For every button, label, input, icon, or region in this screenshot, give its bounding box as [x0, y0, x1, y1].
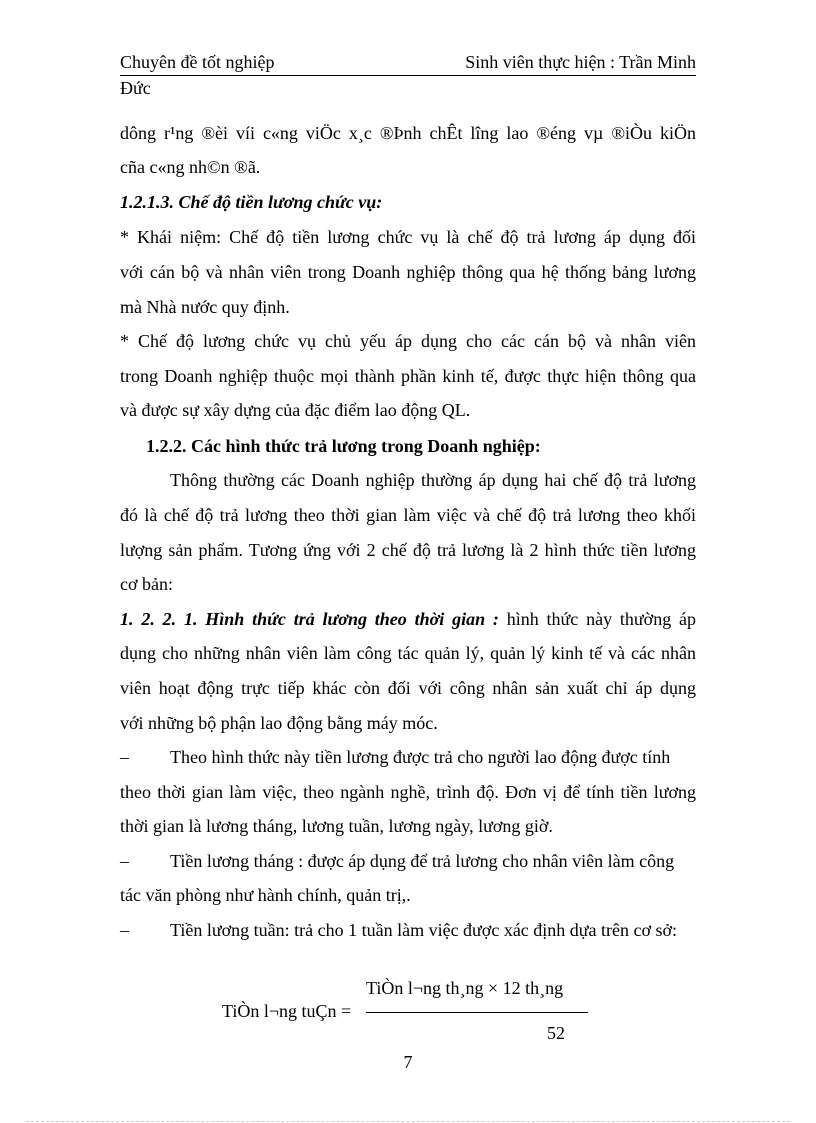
formula-fraction-bar: [366, 1012, 588, 1013]
dash-list-item: [120, 745, 696, 769]
paragraph-line: đó là chế độ trả lương theo thời gian làm việc và chế độ trả lương theo khối: [120, 505, 696, 525]
paragraph-line: * Khái niệm: Chế độ tiền lương chức vụ là chế độ trả lương áp dụng đối: [120, 227, 696, 247]
paragraph-line: trong Doanh nghiệp thuộc mọi thành phần kinh tế, được thực hiện thông qua: [120, 366, 696, 386]
dash-list-item: [120, 849, 696, 873]
paragraph-text: Tiền lương tuần: trả cho 1 tuần làm việc được xác định dựa trên cơ sở:: [170, 920, 678, 940]
paragraph-line: với những bộ phận lao động bằng máy móc.: [120, 713, 438, 733]
paragraph-line: * Chế độ lương chức vụ chủ yếu áp dụng cho các cán bộ và nhân viên: [120, 331, 696, 351]
paragraph-line: theo thời gian làm việc, theo ngành nghề, trình độ. Đơn vị để tính tiền lương: [120, 782, 696, 802]
section-heading-1-2-2: 1.2.2. Các hình thức trả lương trong Doanh nghiệp:: [146, 436, 541, 456]
paragraph-line: Thông thường các Doanh nghiệp thường áp dụng hai chế độ trả lương: [170, 470, 696, 490]
paragraph-line: dông r¹ng ®èi víi c«ng viÖc x¸c ®Þnh chÊt lîng lao ®éng vµ ®iÒu kiÖn: [120, 123, 696, 143]
paragraph-line: cña c«ng nh©n ®ã.: [120, 157, 261, 177]
paragraph-line: dụng cho những nhân viên làm công tác quản lý, quản lý kinh tế và các nhân: [120, 643, 696, 663]
paragraph-line: thời gian là lương tháng, lương tuần, lương ngày, lương giờ.: [120, 816, 553, 836]
header-right-author: Sinh viên thực hiện : Trần Minh: [465, 52, 696, 72]
paragraph-text: Tiền lương tháng : được áp dụng để trả lương cho nhân viên làm công: [170, 851, 675, 871]
dash-bullet: –: [120, 851, 129, 871]
paragraph-text: Theo hình thức này tiền lương được trả cho người lao động được tính: [170, 747, 671, 767]
paragraph-line: cơ bản:: [120, 574, 173, 594]
paragraph-line: tác văn phòng như hành chính, quản trị,.: [120, 885, 411, 905]
paragraph-line: và được sự xây dựng của đặc điểm lao động QL.: [120, 400, 471, 420]
section-heading-1-2-1-3: 1.2.1.3. Chế độ tiền lương chức vụ:: [120, 192, 383, 212]
formula-denominator: 52: [547, 1023, 565, 1043]
formula-left-side: TiÒn l¬ng tuÇn =: [222, 1001, 352, 1021]
page-header: [120, 52, 696, 98]
dash-bullet: –: [120, 747, 129, 767]
paragraph-text: hình thức này thường áp: [498, 609, 696, 629]
page-bottom-rule: [26, 1121, 790, 1122]
paragraph-line: mà Nhà nước quy định.: [120, 297, 290, 317]
paragraph-line: viên hoạt động trực tiếp khác còn đối với công nhân sản xuất chỉ áp dụng: [120, 678, 696, 698]
paragraph-line: [120, 607, 696, 631]
formula-numerator: TiÒn l¬ng th¸ng × 12 th¸ng: [366, 978, 564, 998]
header-rule: [120, 75, 696, 76]
section-heading-1-2-2-1: 1. 2. 2. 1. Hình thức trả lương theo thời gian :: [120, 609, 499, 629]
page-number: 7: [403, 1052, 413, 1072]
dash-list-item: [120, 918, 696, 942]
paragraph-line: với cán bộ và nhân viên trong Doanh nghiệp thông qua hệ thống bảng lương: [120, 262, 696, 282]
dash-bullet: –: [120, 920, 129, 940]
header-author-continuation: Đức: [120, 78, 151, 98]
header-left-title: Chuyên đề tốt nghiệp: [120, 52, 275, 72]
paragraph-line: lượng sản phẩm. Tương ứng với 2 chế độ trả lương là 2 hình thức tiền lương: [120, 540, 696, 560]
